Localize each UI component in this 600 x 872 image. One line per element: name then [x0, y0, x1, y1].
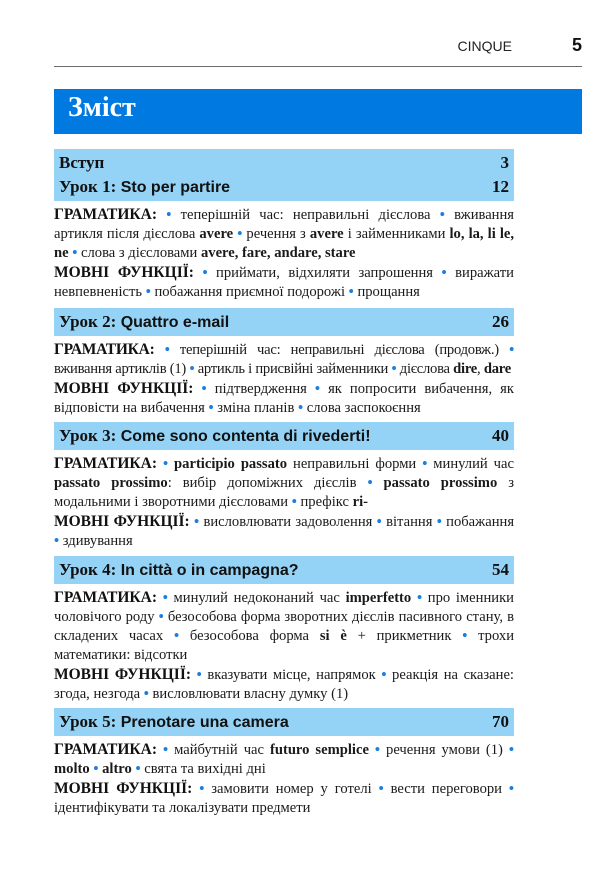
grammar-item: безособова форма	[189, 628, 320, 644]
grammar-item: вживання артикля після дієслова	[54, 207, 515, 242]
grammar-item: речення з	[246, 226, 310, 242]
grammar-label: ГРАМАТИКА:	[54, 206, 157, 223]
term: lo, la, li le, ne	[54, 226, 514, 261]
function-item: побажання приємної подорожі	[154, 284, 346, 300]
bullet-icon: •	[462, 628, 468, 644]
lesson-page: 26	[492, 312, 509, 331]
functions-label: МОВНІ ФУНКЦІЇ:	[54, 780, 193, 797]
lesson-prefix: Урок 4:	[59, 560, 117, 579]
term: passato prossimo	[54, 475, 168, 491]
bullet-icon: •	[162, 590, 168, 606]
bullet-icon: •	[439, 207, 445, 223]
functions-paragraph	[54, 779, 514, 818]
term: imperfetto	[345, 590, 412, 606]
bullet-icon: •	[422, 456, 428, 472]
term: altro	[102, 761, 132, 777]
functions-label: МОВНІ ФУНКЦІЇ:	[54, 264, 194, 281]
term: avere, fare, andare, stare	[200, 245, 356, 261]
toc-entry-page: 3	[500, 153, 509, 172]
bullet-icon: •	[374, 742, 381, 758]
function-item: вказувати місце, напрямок	[207, 667, 376, 683]
function-item: як попросити вибачення, як відповісти на вибачення	[54, 381, 514, 416]
lesson-title: Quattro e-mail	[120, 314, 230, 331]
toc-lesson-5[interactable]	[54, 708, 514, 736]
lesson-title: Sto per partire	[120, 179, 231, 196]
function-item: висловлювати власну думку (1)	[152, 686, 349, 702]
grammar-item: свята та вихідні дні	[144, 761, 266, 777]
toc-lesson-3[interactable]	[54, 422, 514, 450]
bullet-icon: •	[391, 361, 397, 377]
grammar-item: теперішній час: неправильні дієслова	[180, 207, 431, 223]
bullet-icon: •	[508, 781, 514, 797]
function-item: слова заспокоєння	[306, 400, 421, 416]
bullet-icon: •	[93, 761, 99, 777]
page-number: 5	[571, 35, 582, 55]
term: dare	[483, 361, 511, 377]
functions-label: МОВНІ ФУНКЦІЇ:	[54, 513, 190, 530]
bullet-icon: •	[348, 284, 354, 300]
functions-paragraph	[54, 512, 514, 551]
lesson-heading	[59, 177, 230, 197]
lesson-prefix: Урок 3:	[59, 426, 117, 445]
function-item: побажання	[446, 514, 515, 530]
bullet-icon: •	[173, 628, 180, 644]
function-item: висловлювати задоволення	[203, 514, 373, 530]
grammar-item: трохи математики: відсотки	[54, 628, 515, 663]
grammar-paragraph	[54, 454, 514, 512]
bullet-icon: •	[162, 742, 169, 758]
grammar-label: ГРАМАТИКА:	[54, 455, 157, 472]
bullet-icon: •	[202, 265, 208, 281]
page-title: Зміст	[68, 92, 136, 123]
lesson-page: 70	[492, 712, 509, 731]
grammar-item: теперішній час: неправильні дієслова (продовж.)	[179, 342, 499, 358]
bullet-icon: •	[291, 494, 297, 510]
bullet-icon: •	[194, 514, 200, 530]
grammar-paragraph	[54, 205, 514, 263]
bullet-icon: •	[381, 667, 387, 683]
lesson-heading	[59, 712, 289, 732]
toc-lesson-2[interactable]	[54, 308, 514, 336]
lesson-page: 54	[492, 560, 509, 579]
bullet-icon: •	[436, 514, 442, 530]
function-item: приймати, відхиляти запрошення	[216, 265, 434, 281]
grammar-paragraph	[54, 588, 514, 665]
lesson-4-details	[54, 588, 514, 704]
function-item: зміна планів	[217, 400, 295, 416]
functions-paragraph	[54, 263, 514, 302]
bullet-icon: •	[509, 342, 515, 358]
bullet-icon: •	[208, 400, 214, 416]
lesson-prefix: Урок 1:	[59, 177, 117, 196]
bullet-icon: •	[441, 265, 447, 281]
toc-lesson-1[interactable]	[54, 173, 514, 201]
grammar-label: ГРАМАТИКА:	[54, 341, 155, 358]
grammar-item: неправильні форми	[287, 456, 417, 472]
lesson-heading	[59, 312, 229, 332]
contents-title-bar	[54, 89, 582, 134]
bullet-icon: •	[298, 400, 304, 416]
grammar-item: дієслова	[399, 361, 454, 377]
bullet-icon: •	[378, 781, 384, 797]
toc-lesson-4[interactable]	[54, 556, 514, 584]
bullet-icon: •	[201, 381, 207, 397]
term: molto	[54, 761, 90, 777]
grammar-item: минулий час	[433, 456, 514, 472]
grammar-item: і займенниками	[343, 226, 450, 242]
toc-entry-label: Вступ	[59, 153, 105, 172]
lesson-page: 40	[492, 426, 509, 445]
function-item: підтвердження	[214, 381, 307, 397]
term: passato prossimo	[383, 475, 498, 491]
grammar-paragraph	[54, 740, 514, 779]
function-item: ідентифікувати та локалізувати предмети	[54, 800, 311, 816]
lesson-heading	[59, 560, 299, 580]
functions-label: МОВНІ ФУНКЦІЇ:	[54, 666, 192, 683]
term: dire	[453, 361, 478, 377]
grammar-item: префікс	[300, 494, 353, 510]
term: ri-	[352, 494, 369, 510]
term: futuro semplice	[269, 742, 369, 758]
term: si è	[319, 628, 347, 644]
bullet-icon: •	[54, 533, 60, 549]
bullet-icon: •	[166, 207, 172, 223]
bullet-icon: •	[314, 381, 321, 397]
lesson-prefix: Урок 5:	[59, 712, 117, 731]
bullet-icon: •	[367, 475, 373, 491]
grammar-item: з модальними і зворотними дієсловами	[54, 475, 514, 510]
bullet-icon: •	[143, 686, 149, 702]
grammar-item: майбутній час	[174, 742, 270, 758]
bullet-icon: •	[237, 226, 243, 242]
bullet-icon: •	[145, 284, 151, 300]
grammar-item: артикль і присвійні займенники	[197, 361, 389, 377]
running-head	[54, 34, 582, 67]
lesson-title: Prenotare una camera	[120, 714, 289, 731]
functions-label: МОВНІ ФУНКЦІЇ:	[54, 380, 194, 397]
bullet-icon: •	[196, 667, 202, 683]
grammar-item: безособова форма зворотних дієслів пасивного стану, в складених часах	[54, 609, 514, 644]
term: participio passato	[174, 456, 288, 472]
grammar-item: про іменники чоловічого роду	[54, 590, 514, 625]
function-item: прощання	[357, 284, 420, 300]
grammar-item: слова з дієсловами	[81, 245, 201, 261]
bullet-icon: •	[376, 514, 382, 530]
grammar-paragraph	[54, 340, 514, 379]
term: avere	[199, 226, 234, 242]
bullet-icon: •	[164, 342, 170, 358]
bullet-icon: •	[508, 742, 514, 758]
lesson-2-details	[54, 340, 514, 418]
grammar-item: : вибір допоміжних дієслів	[167, 475, 357, 491]
bullet-icon: •	[158, 609, 164, 625]
lesson-prefix: Урок 2:	[59, 312, 117, 331]
running-head-title: CINQUE	[457, 38, 512, 54]
bullet-icon: •	[162, 456, 169, 472]
lesson-5-details	[54, 740, 514, 818]
term: avere	[309, 226, 344, 242]
lesson-heading	[59, 426, 371, 446]
bullet-icon: •	[416, 590, 423, 606]
lesson-title: Come sono contenta di rivederti!	[120, 428, 371, 445]
bullet-icon: •	[199, 781, 205, 797]
lesson-page: 12	[492, 177, 509, 196]
bullet-icon: •	[135, 761, 141, 777]
separator: ,	[477, 361, 484, 377]
functions-paragraph	[54, 665, 514, 704]
function-item: замовити номер у готелі	[211, 781, 372, 797]
grammar-label: ГРАМАТИКА:	[54, 589, 157, 606]
lesson-1-details	[54, 205, 514, 302]
grammar-item: вживання артиклів (1)	[54, 361, 187, 377]
lesson-3-details	[54, 454, 514, 551]
functions-paragraph	[54, 379, 514, 418]
function-item: виражати невпевненість	[54, 265, 514, 300]
grammar-item: речення умови (1)	[386, 742, 503, 758]
grammar-label: ГРАМАТИКА:	[54, 741, 157, 758]
grammar-item: + прикметник	[346, 628, 452, 644]
grammar-item: минулий недоконаний час	[173, 590, 346, 606]
function-item: вести переговори	[390, 781, 502, 797]
function-item: здивування	[62, 533, 133, 549]
lesson-title: In città o in campagna?	[120, 562, 299, 579]
bullet-icon: •	[72, 245, 78, 261]
function-item: вітання	[386, 514, 433, 530]
function-item: реакція на сказане: згода, незгода	[54, 667, 514, 702]
bullet-icon: •	[189, 361, 195, 377]
